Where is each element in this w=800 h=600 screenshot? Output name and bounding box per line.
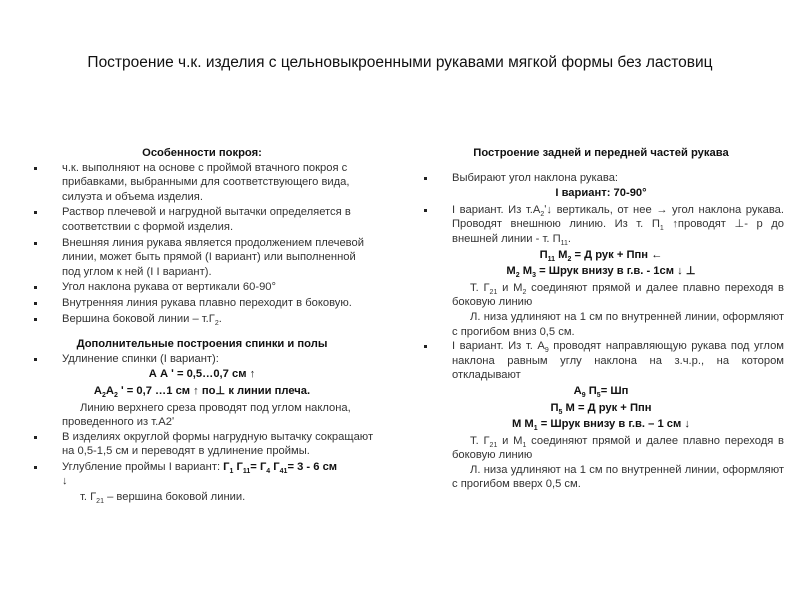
list-item: Выбирают угол наклона рукава: xyxy=(418,171,784,186)
bullet-icon xyxy=(34,302,37,305)
paragraph: т. $Г_{21}$ – вершина боковой линии. xyxy=(80,491,246,506)
left-column xyxy=(28,146,376,505)
list-item: I вариант. Из т. $А_9$ проводят направляющую рукава под углом наклона равным углу наклона на з.ч.р., на котором откладывают xyxy=(418,339,784,383)
bullet-icon xyxy=(424,209,427,212)
formula: М $М_1$ = Шрук внизу в г.в. – 1 см ↓ xyxy=(512,418,690,433)
list-item: Удлинение спинки (I вариант): xyxy=(28,352,376,367)
paragraph: Л. низа удлиняют на 1 см по внутренней линии, оформляют с прогибом вверх 0,5 см. xyxy=(452,463,784,491)
bullet-icon xyxy=(34,318,37,321)
section-heading-features: Особенности покроя: xyxy=(142,147,262,159)
bullet-icon xyxy=(34,436,37,439)
list-item: Угол наклона рукава от вертикали 60-90° xyxy=(28,280,376,295)
bullet-icon xyxy=(34,466,37,469)
paragraph: Линию верхнего среза проводят под углом наклона, проведенного из т.А2ʹ xyxy=(62,401,351,429)
right-column xyxy=(418,146,784,492)
bullet-icon xyxy=(34,211,37,214)
list-item: Внешняя линия рукава является продолжением плечевой линии, может быть прямой (I вариант) или выполненной под углом к ней (I I вариант). xyxy=(28,236,376,280)
bullet-icon xyxy=(34,242,37,245)
list-item: Внутренняя линия рукава плавно переходит в боковую. xyxy=(28,296,376,311)
formula: $П_5$ М = Д рук + Ппн xyxy=(550,401,652,416)
paragraph: Т. $Г_{21}$ и $М_1$ соединяют прямой и далее плавно переходя в боковую линию xyxy=(452,434,784,462)
bullet-icon xyxy=(34,358,37,361)
list-item: Вершина боковой линии – $т.Г_2$. xyxy=(28,312,376,327)
formula: I вариант: 70-90° xyxy=(555,187,647,200)
bullet-icon xyxy=(424,177,427,180)
list-item: В изделиях округлой формы нагрудную вытачку сокращают на 0,5-1,5 см и переводят в удлинение проймы. xyxy=(28,430,376,459)
section-heading-additional: Дополнительные построения спинки и полы xyxy=(76,338,328,351)
formula: $М_2$ $М_3$ = Шрук внизу в г.в. - 1см ↓ ⊥ xyxy=(506,265,696,280)
down-arrow-icon: ↓ xyxy=(62,475,68,488)
list-item: Углубление проймы I вариант: $Г_1$ $Г_{11}= Г_4$ $Г_{41}= 3 - 6$ см ↓ xyxy=(28,460,376,489)
formula: $А_9$ $П_5=$ Шп xyxy=(573,384,629,399)
page-title: Построение ч.к. изделия с цельновыкроенными рукавами мягкой формы без ластовиц xyxy=(87,54,713,71)
list-item: I вариант. Из $т.А_2ʹ↓$ вертикаль, от нее → угол наклона рукава. Проводят внешнюю линию. Из т. $П_1$ ↑проводят ⊥- р до внешней линии - т. $П_{11}$. xyxy=(418,203,784,247)
bullet-icon xyxy=(34,167,37,170)
list-item: ч.к. выполняют на основе с проймой втачного покроя с прибавками, выбранными для соответствующего вида, силуэта и объема изделия. xyxy=(28,161,376,205)
bullet-icon xyxy=(424,345,427,348)
paragraph: Т. $Г_{21}$ и $М_2$ соединяют прямой и далее плавно переходя в боковую линию xyxy=(452,281,784,309)
list-item: Раствор плечевой и нагрудной вытачки определяется в соответствии с формой изделия. xyxy=(28,205,376,234)
formula: $А_2А_2$ ʹ = 0,7 …1 см ↑ по⊥ к линии плеча. xyxy=(93,384,311,399)
formula: $П_{11}$ $М_2 = Д$ рук + Ппн ← xyxy=(539,248,663,263)
paragraph: Л. низа удлиняют на 1 см по внутренней линии, оформляют с прогибом вниз 0,5 см. xyxy=(452,310,784,338)
formula: А А ʹ = 0,5…0,7 см ↑ xyxy=(148,368,256,381)
section-heading-sleeve: Построение задней и передней частей рукава xyxy=(473,147,729,159)
bullet-icon xyxy=(34,286,37,289)
